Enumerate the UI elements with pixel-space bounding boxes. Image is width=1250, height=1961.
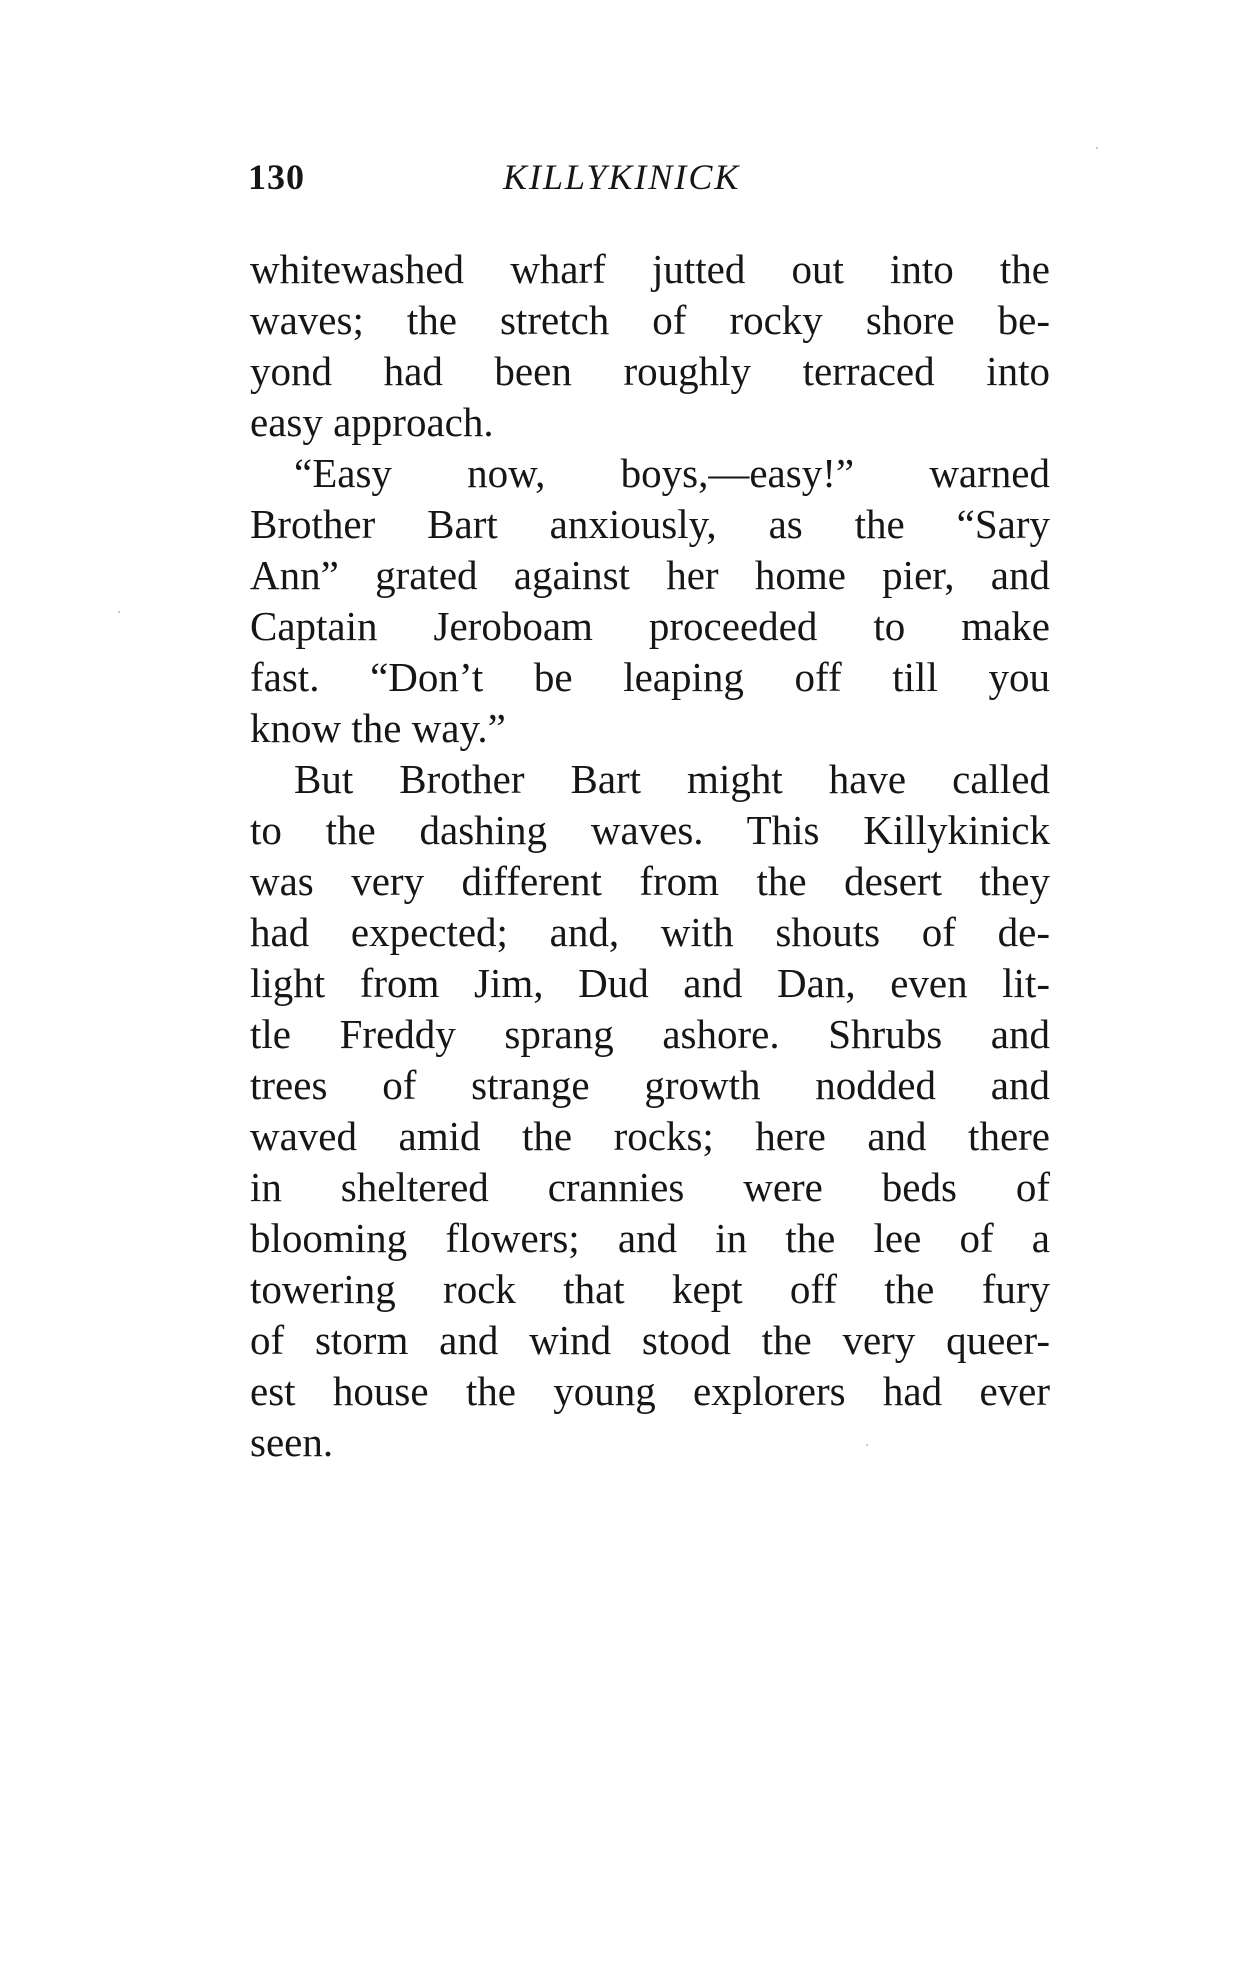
text-line: was very different from the desert they <box>250 858 1050 904</box>
text-line: know the way.” <box>250 705 506 751</box>
text-line: yond had been roughly terraced into <box>250 348 1050 394</box>
text-line: blooming flowers; and in the lee of a <box>250 1215 1050 1261</box>
text-line: Captain Jeroboam proceeded to make <box>250 603 1050 649</box>
text-line: whitewashed wharf jutted out into the <box>250 246 1050 292</box>
text-line: Brother Bart anxiously, as the “Sary <box>250 501 1050 547</box>
text-line: “Easy now, boys,—easy!” warned <box>294 450 1050 496</box>
text-line: waves; the stretch of rocky shore be- <box>250 297 1050 343</box>
text-line: towering rock that kept off the fury <box>250 1266 1050 1312</box>
scan-speck <box>866 1444 868 1446</box>
text-line: Ann” grated against her home pier, and <box>250 552 1050 598</box>
text-line: waved amid the rocks; here and there <box>250 1113 1050 1159</box>
text-line: to the dashing waves. This Killykinick <box>250 807 1050 853</box>
text-line: trees of strange growth nodded and <box>250 1062 1050 1108</box>
page-number: 130 <box>248 157 305 197</box>
text-line: seen. <box>250 1419 334 1465</box>
scan-speck <box>1096 147 1098 149</box>
text-line: fast. “Don’t be leaping off till you <box>250 654 1050 700</box>
text-line: in sheltered crannies were beds of <box>250 1164 1050 1210</box>
text-line: easy approach. <box>250 399 494 445</box>
text-line: But Brother Bart might have called <box>294 756 1050 802</box>
text-line: had expected; and, with shouts of de- <box>250 909 1050 955</box>
body-text <box>250 244 1050 1468</box>
text-line: est house the young explorers had ever <box>250 1368 1050 1414</box>
text-line: tle Freddy sprang ashore. Shrubs and <box>250 1011 1050 1057</box>
running-head <box>248 152 1048 202</box>
text-line: light from Jim, Dud and Dan, even lit- <box>250 960 1050 1006</box>
text-line: of storm and wind stood the very queer- <box>250 1317 1050 1363</box>
running-title: KILLYKINICK <box>503 157 741 197</box>
scan-speck <box>118 611 120 613</box>
